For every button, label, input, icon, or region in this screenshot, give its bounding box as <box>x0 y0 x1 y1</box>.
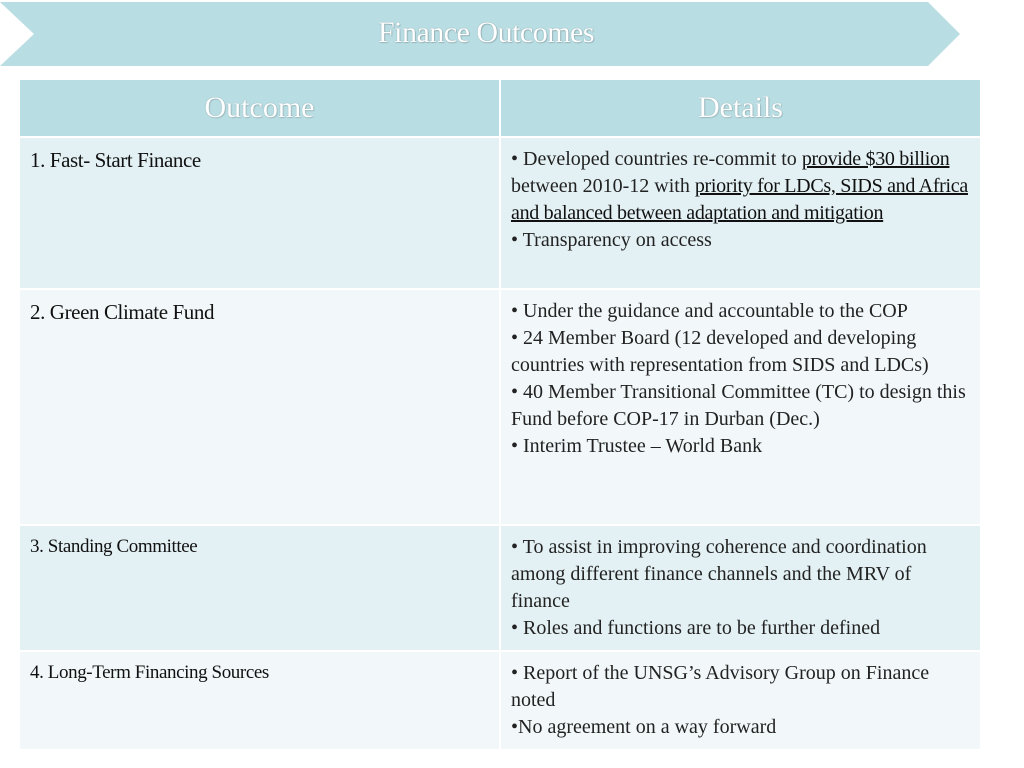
detail-line: • 40 Member Transitional Committee (TC) to design this Fund before COP-17 in Durban (Dec.) <box>511 381 966 430</box>
table-row <box>19 137 981 289</box>
details-cell <box>500 651 981 750</box>
detail-text: between 2010-12 with <box>511 175 695 197</box>
header-outcome: Outcome <box>19 79 500 137</box>
finance-outcomes-table <box>18 78 982 751</box>
detail-line: • Under the guidance and accountable to the COP <box>511 300 908 322</box>
details-cell <box>500 525 981 651</box>
outcome-cell: 3. Standing Committee <box>19 525 500 651</box>
detail-emphasis: priority for LDCs, SIDS and Africa and balanced between adaptation and mitigation <box>511 175 968 224</box>
detail-line: • Transparency on access <box>511 229 712 251</box>
details-cell <box>500 289 981 525</box>
title-banner <box>0 0 962 68</box>
table-row <box>19 289 981 525</box>
header-details: Details <box>500 79 981 137</box>
detail-line <box>511 146 972 227</box>
detail-text: • Developed countries re-commit to <box>511 148 802 170</box>
outcome-cell: 4. Long-Term Financing Sources <box>19 651 500 750</box>
detail-line: • To assist in improving coherence and coordination among different finance channels and the MRV of finance <box>511 536 927 612</box>
detail-line: • Interim Trustee – World Bank <box>511 435 763 457</box>
detail-line: • Report of the UNSG’s Advisory Group on Finance noted <box>511 662 930 711</box>
table-row <box>19 651 981 750</box>
detail-line: • Roles and functions are to be further defined <box>511 617 881 639</box>
detail-line: • 24 Member Board (12 developed and developing countries with representation from SIDS and LDCs) <box>511 327 929 376</box>
table-header-row <box>19 79 981 137</box>
slide-title: Finance Outcomes <box>377 16 595 49</box>
outcome-cell: 2. Green Climate Fund <box>19 289 500 525</box>
outcome-cell: 1. Fast- Start Finance <box>19 137 500 289</box>
detail-line: •No agreement on a way forward <box>511 716 777 738</box>
details-cell <box>500 137 981 289</box>
detail-emphasis: provide $30 billion <box>801 148 950 170</box>
table-row <box>19 525 981 651</box>
